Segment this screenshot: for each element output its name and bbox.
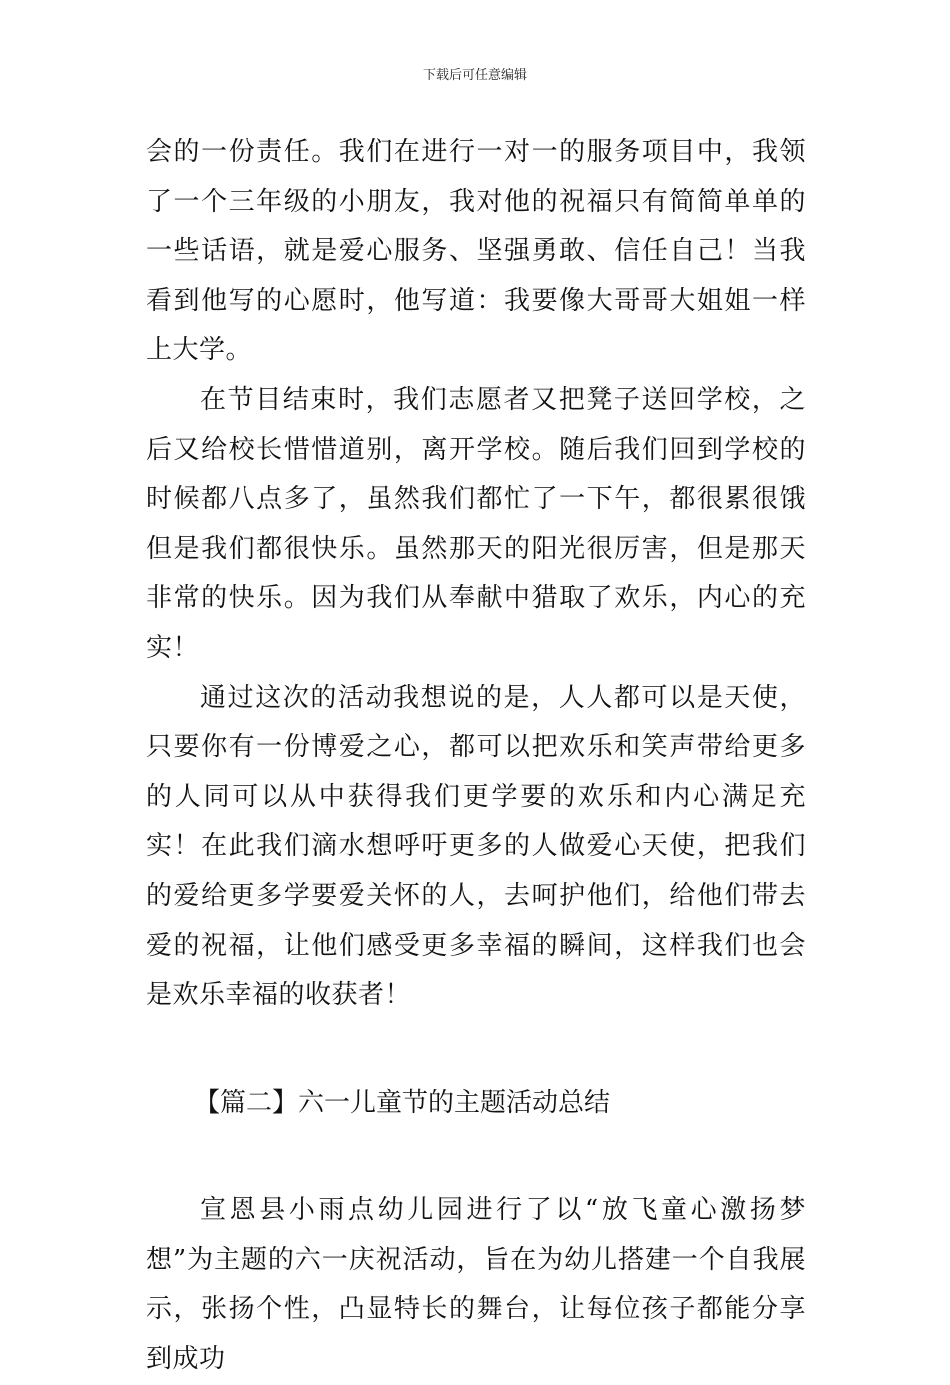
paragraph-section-intro: 宣恩县小雨点幼儿园进行了以“放飞童心激扬梦想”为主题的六一庆祝活动，旨在为幼儿搭建一个自我展示，张扬个性，凸显特长的舞台，让每位孩子都能分享到成功 — [146, 1195, 806, 1375]
page-header: 下载后可任意编辑 — [422, 68, 527, 83]
paragraph-reflection: 通过这次的活动我想说的是，人人都可以是天使，只要你有一份博爱之心，都可以把欢乐和笑声带给更多的人同可以从中获得我们更学要的欢乐和内心满足充实！在此我们滴水想呼吁更多的人做爱心天使，把我们的爱给更多学要爱关怀的人，去呵护他们，给他们带去爱的祝福，让他们感受更多幸福的瞬间，这样我们也会是欢乐幸福的收获者！ — [146, 682, 806, 1011]
paragraph-continuation: 会的一份责任。我们在进行一对一的服务项目中，我领了一个三年级的小朋友，我对他的祝福只有简简单单的一些话语，就是爱心服务、坚强勇敢、信任自己！当我看到他写的心愿时，他写道：我要像大哥哥大姐姐一样上大学。 — [146, 137, 806, 366]
section-title: 【篇二】六一儿童节的主题活动总结 — [194, 1087, 611, 1118]
paragraph-volunteer-farewell: 在节目结束时，我们志愿者又把凳子送回学校，之后又给校长惜惜道别，离开学校。随后我们回到学校的时候都八点多了，虽然我们都忙了一下午，都很累很饿但是我们都很快乐。虽然那天的阳光很厉害，但是那天非常的快乐。因为我们从奉献中猎取了欢乐，内心的充实！ — [146, 384, 806, 663]
document-body — [146, 128, 806, 1385]
